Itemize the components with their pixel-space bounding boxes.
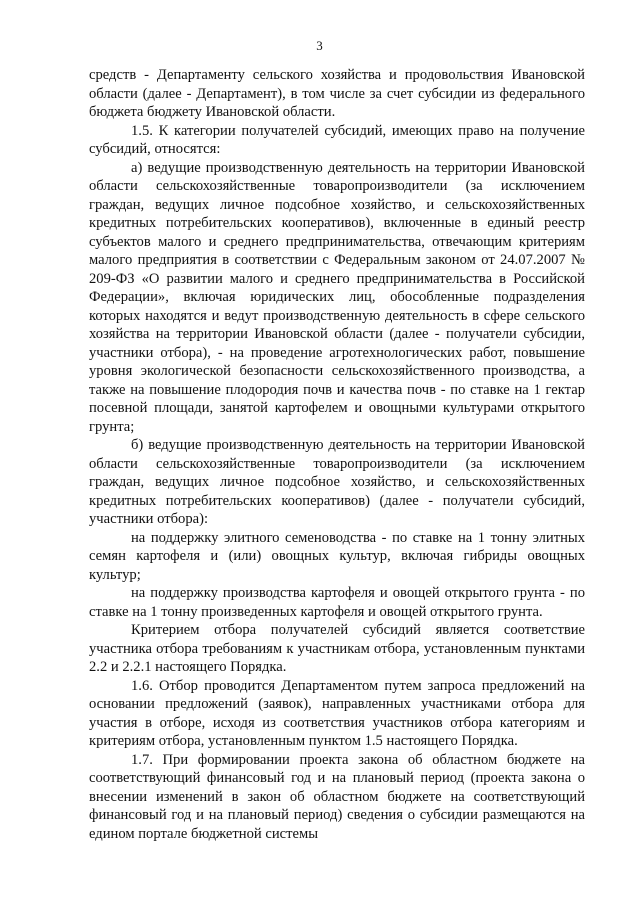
paragraph-1-5-b: б) ведущие производственную деятельность на территории Ивановской области сельскохозяйственные товаропроизводители (за исключением граждан, ведущих личное подсобное хозяйство, и сельскохозяйственных кредитных потребительских кооперативов) (далее - получатели субсидий, участники отбора): [89,437,585,527]
paragraph-open-ground: на поддержку производства картофеля и овощей открытого грунта - по ставке на 1 тонну произведенных картофеля и овощей открытого грунта. [89,585,585,620]
paragraph-1-7: 1.7. При формировании проекта закона об областном бюджете на соответствующий финансовый год и на плановый период (проекта закона о внесении изменений в закон об областном бюджете на соответствующий финансовый год и на плановый период) сведения о субсидии размещаются на едином портале бюджетной системы [89,751,585,842]
paragraph-1-5-heading: 1.5. К категории получателей субсидий, имеющих право на получение субсидий, относятся: [89,122,585,157]
paragraph-funding-source: средств - Департаменту сельского хозяйства и продовольствия Ивановской области (далее - Департамент), в том числе за счет субсидии из федерального бюджета бюджету Ивановской области. [89,67,585,120]
page-number: 3 [316,38,323,53]
paragraph-1-5-a: а) ведущие производственную деятельность на территории Ивановской области сельскохозяйственные товаропроизводители (за исключением граждан, ведущих личное подсобное хозяйство, и сельскохозяйственных кредитных потребительских кооперативов), включенные в единый реестр субъектов малого и среднего предпринимательства, отвечающим критериям малого предприятия в соответствии с Федеральным законом от 24.07.2007 № 209-ФЗ «О развитии малого и среднего предпринимательства в Российской Федерации», включая юридических лиц, обособленные подразделения которых находятся и ведут производственную деятельность в сфере сельского хозяйства на территории Ивановской области (далее - получатели субсидии, участники отбора), - на проведение агротехнологических работ, повышение уровня экологической безопасности сельскохозяйственного производства, а также на повышение плодородия почв и качества почв - по ставке на 1 гектар посевной площади, занятой картофелем и овощными культурами открытого грунта; [89,159,585,435]
paragraph-elite-seeds: на поддержку элитного семеноводства - по ставке на 1 тонну элитных семян картофеля и (или) овощных культур, включая гибриды овощных культур; [89,529,585,583]
document-body [89,66,585,843]
paragraph-1-6: 1.6. Отбор проводится Департаментом путем запроса предложений на основании предложений (заявок), направленных участниками отбора для участия в отборе, исходя из соответствия участников отбора категориям и критериям отбора, установленным пунктом 1.5 настоящего Порядка. [89,677,585,749]
paragraph-selection-criterion: Критерием отбора получателей субсидий является соответствие участника отбора требованиям к участникам отбора, установленным пунктами 2.2 и 2.2.1 настоящего Порядка. [89,622,585,675]
